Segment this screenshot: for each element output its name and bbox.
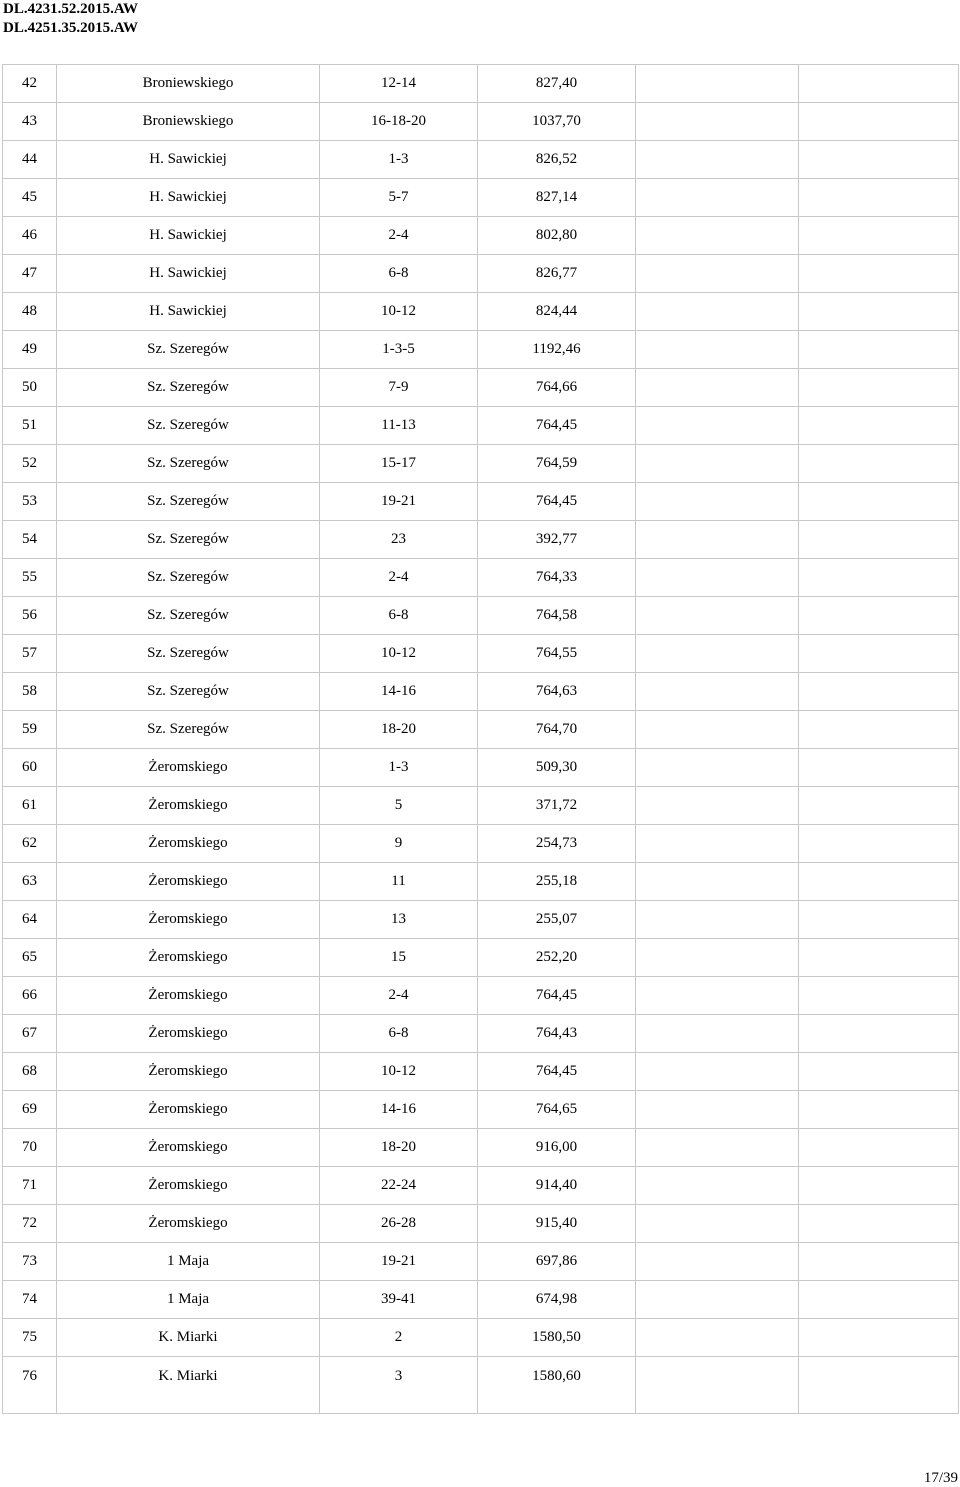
empty-cell: [636, 559, 799, 597]
empty-cell: [799, 1053, 959, 1091]
value-cell: 697,86: [478, 1243, 636, 1281]
house-number-cell: 23: [320, 521, 478, 559]
value-cell: 674,98: [478, 1281, 636, 1319]
empty-cell: [799, 863, 959, 901]
street-cell: Żeromskiego: [57, 825, 320, 863]
table-row: [3, 673, 959, 711]
empty-cell: [799, 673, 959, 711]
row-number-cell: 69: [3, 1091, 57, 1129]
row-number-cell: 62: [3, 825, 57, 863]
case-number-2: DL.4251.35.2015.AW: [3, 20, 139, 36]
row-number-cell: 67: [3, 1015, 57, 1053]
row-number-cell: 45: [3, 179, 57, 217]
table-body: [3, 65, 959, 1414]
empty-cell: [636, 103, 799, 141]
row-number-cell: 74: [3, 1281, 57, 1319]
row-number-cell: 50: [3, 369, 57, 407]
value-cell: 1580,60: [478, 1357, 636, 1414]
empty-cell: [636, 901, 799, 939]
house-number-cell: 2-4: [320, 559, 478, 597]
house-number-cell: 15-17: [320, 445, 478, 483]
row-number-cell: 63: [3, 863, 57, 901]
table-row: [3, 787, 959, 825]
empty-cell: [799, 787, 959, 825]
row-number-cell: 43: [3, 103, 57, 141]
empty-cell: [636, 1015, 799, 1053]
row-number-cell: 51: [3, 407, 57, 445]
empty-cell: [799, 255, 959, 293]
empty-cell: [799, 217, 959, 255]
house-number-cell: 14-16: [320, 1091, 478, 1129]
street-cell: Żeromskiego: [57, 749, 320, 787]
value-cell: 827,14: [478, 179, 636, 217]
empty-cell: [799, 977, 959, 1015]
empty-cell: [636, 1167, 799, 1205]
table-row: [3, 1281, 959, 1319]
table-row: [3, 559, 959, 597]
value-cell: 826,77: [478, 255, 636, 293]
value-cell: 916,00: [478, 1129, 636, 1167]
row-number-cell: 61: [3, 787, 57, 825]
row-number-cell: 70: [3, 1129, 57, 1167]
house-number-cell: 18-20: [320, 711, 478, 749]
street-cell: H. Sawickiej: [57, 255, 320, 293]
empty-cell: [636, 445, 799, 483]
street-cell: Żeromskiego: [57, 1053, 320, 1091]
value-cell: 1037,70: [478, 103, 636, 141]
street-cell: Żeromskiego: [57, 901, 320, 939]
table-row: [3, 863, 959, 901]
empty-cell: [636, 255, 799, 293]
value-cell: 764,45: [478, 977, 636, 1015]
empty-cell: [799, 597, 959, 635]
house-number-cell: 39-41: [320, 1281, 478, 1319]
empty-cell: [636, 293, 799, 331]
table-row: [3, 331, 959, 369]
house-number-cell: 26-28: [320, 1205, 478, 1243]
empty-cell: [636, 369, 799, 407]
buildings-table: [2, 64, 959, 1414]
empty-cell: [636, 331, 799, 369]
row-number-cell: 64: [3, 901, 57, 939]
value-cell: 764,33: [478, 559, 636, 597]
empty-cell: [636, 1281, 799, 1319]
value-cell: 764,43: [478, 1015, 636, 1053]
house-number-cell: 11-13: [320, 407, 478, 445]
row-number-cell: 68: [3, 1053, 57, 1091]
empty-cell: [636, 1357, 799, 1414]
document-header: [3, 0, 138, 38]
street-cell: 1 Maja: [57, 1281, 320, 1319]
table-row: [3, 483, 959, 521]
house-number-cell: 6-8: [320, 1015, 478, 1053]
street-cell: Żeromskiego: [57, 977, 320, 1015]
value-cell: 764,66: [478, 369, 636, 407]
value-cell: 914,40: [478, 1167, 636, 1205]
value-cell: 254,73: [478, 825, 636, 863]
table-row: [3, 1129, 959, 1167]
house-number-cell: 12-14: [320, 65, 478, 103]
empty-cell: [799, 141, 959, 179]
empty-cell: [799, 293, 959, 331]
empty-cell: [799, 1091, 959, 1129]
value-cell: 764,63: [478, 673, 636, 711]
street-cell: Sz. Szeregów: [57, 673, 320, 711]
empty-cell: [636, 521, 799, 559]
value-cell: 1192,46: [478, 331, 636, 369]
value-cell: 824,44: [478, 293, 636, 331]
empty-cell: [799, 901, 959, 939]
house-number-cell: 22-24: [320, 1167, 478, 1205]
house-number-cell: 9: [320, 825, 478, 863]
street-cell: Sz. Szeregów: [57, 483, 320, 521]
street-cell: Żeromskiego: [57, 1205, 320, 1243]
case-number-1: DL.4231.52.2015.AW: [3, 1, 139, 17]
table-row: [3, 825, 959, 863]
empty-cell: [799, 65, 959, 103]
house-number-cell: 1-3: [320, 749, 478, 787]
table-row: [3, 597, 959, 635]
value-cell: 802,80: [478, 217, 636, 255]
row-number-cell: 71: [3, 1167, 57, 1205]
value-cell: 764,45: [478, 483, 636, 521]
empty-cell: [799, 407, 959, 445]
row-number-cell: 73: [3, 1243, 57, 1281]
value-cell: 764,45: [478, 407, 636, 445]
table-row: [3, 711, 959, 749]
house-number-cell: 1-3: [320, 141, 478, 179]
street-cell: Żeromskiego: [57, 1129, 320, 1167]
house-number-cell: 2: [320, 1319, 478, 1357]
row-number-cell: 54: [3, 521, 57, 559]
value-cell: 915,40: [478, 1205, 636, 1243]
street-cell: Sz. Szeregów: [57, 597, 320, 635]
table-row: [3, 293, 959, 331]
row-number-cell: 58: [3, 673, 57, 711]
row-number-cell: 57: [3, 635, 57, 673]
house-number-cell: 7-9: [320, 369, 478, 407]
house-number-cell: 5: [320, 787, 478, 825]
row-number-cell: 55: [3, 559, 57, 597]
value-cell: 371,72: [478, 787, 636, 825]
table-row: [3, 749, 959, 787]
value-cell: 826,52: [478, 141, 636, 179]
value-cell: 1580,50: [478, 1319, 636, 1357]
value-cell: 764,55: [478, 635, 636, 673]
value-cell: 392,77: [478, 521, 636, 559]
empty-cell: [799, 559, 959, 597]
street-cell: Żeromskiego: [57, 787, 320, 825]
empty-cell: [636, 407, 799, 445]
empty-cell: [799, 1243, 959, 1281]
empty-cell: [799, 1015, 959, 1053]
empty-cell: [799, 1357, 959, 1414]
empty-cell: [636, 65, 799, 103]
house-number-cell: 6-8: [320, 255, 478, 293]
value-cell: 255,07: [478, 901, 636, 939]
street-cell: K. Miarki: [57, 1357, 320, 1414]
empty-cell: [636, 217, 799, 255]
table-row: [3, 407, 959, 445]
row-number-cell: 48: [3, 293, 57, 331]
street-cell: H. Sawickiej: [57, 141, 320, 179]
empty-cell: [636, 597, 799, 635]
row-number-cell: 49: [3, 331, 57, 369]
row-number-cell: 76: [3, 1357, 57, 1414]
street-cell: 1 Maja: [57, 1243, 320, 1281]
house-number-cell: 5-7: [320, 179, 478, 217]
table-row: [3, 255, 959, 293]
empty-cell: [636, 483, 799, 521]
empty-cell: [636, 1243, 799, 1281]
house-number-cell: 15: [320, 939, 478, 977]
house-number-cell: 18-20: [320, 1129, 478, 1167]
row-number-cell: 47: [3, 255, 57, 293]
value-cell: 764,58: [478, 597, 636, 635]
value-cell: 764,45: [478, 1053, 636, 1091]
empty-cell: [799, 1205, 959, 1243]
table-row: [3, 521, 959, 559]
row-number-cell: 59: [3, 711, 57, 749]
empty-cell: [636, 1319, 799, 1357]
table-row: [3, 65, 959, 103]
street-cell: K. Miarki: [57, 1319, 320, 1357]
row-number-cell: 42: [3, 65, 57, 103]
table-row: [3, 977, 959, 1015]
house-number-cell: 16-18-20: [320, 103, 478, 141]
empty-cell: [636, 787, 799, 825]
empty-cell: [799, 369, 959, 407]
empty-cell: [799, 635, 959, 673]
empty-cell: [799, 1167, 959, 1205]
table-row: [3, 179, 959, 217]
value-cell: 255,18: [478, 863, 636, 901]
page-number: 17/39: [923, 1470, 958, 1486]
empty-cell: [636, 179, 799, 217]
street-cell: Sz. Szeregów: [57, 369, 320, 407]
street-cell: Sz. Szeregów: [57, 635, 320, 673]
table-row: [3, 1319, 959, 1357]
house-number-cell: 3: [320, 1357, 478, 1414]
row-number-cell: 65: [3, 939, 57, 977]
empty-cell: [799, 825, 959, 863]
value-cell: 764,59: [478, 445, 636, 483]
empty-cell: [636, 825, 799, 863]
empty-cell: [799, 749, 959, 787]
row-number-cell: 60: [3, 749, 57, 787]
value-cell: 764,65: [478, 1091, 636, 1129]
table-row: [3, 1091, 959, 1129]
empty-cell: [799, 331, 959, 369]
house-number-cell: 13: [320, 901, 478, 939]
street-cell: Sz. Szeregów: [57, 521, 320, 559]
value-cell: 764,70: [478, 711, 636, 749]
street-cell: Sz. Szeregów: [57, 445, 320, 483]
table-row: [3, 1053, 959, 1091]
value-cell: 252,20: [478, 939, 636, 977]
street-cell: H. Sawickiej: [57, 293, 320, 331]
house-number-cell: 1-3-5: [320, 331, 478, 369]
table-row: [3, 217, 959, 255]
table-row: [3, 1357, 959, 1414]
empty-cell: [799, 1129, 959, 1167]
street-cell: Sz. Szeregów: [57, 711, 320, 749]
table-row: [3, 635, 959, 673]
empty-cell: [799, 103, 959, 141]
table-row: [3, 1243, 959, 1281]
street-cell: Żeromskiego: [57, 1015, 320, 1053]
table-row: [3, 901, 959, 939]
empty-cell: [799, 179, 959, 217]
empty-cell: [636, 1129, 799, 1167]
table-row: [3, 103, 959, 141]
empty-cell: [636, 635, 799, 673]
empty-cell: [636, 749, 799, 787]
house-number-cell: 11: [320, 863, 478, 901]
house-number-cell: 6-8: [320, 597, 478, 635]
house-number-cell: 19-21: [320, 1243, 478, 1281]
value-cell: 827,40: [478, 65, 636, 103]
house-number-cell: 19-21: [320, 483, 478, 521]
house-number-cell: 2-4: [320, 217, 478, 255]
table-row: [3, 1167, 959, 1205]
street-cell: Żeromskiego: [57, 939, 320, 977]
row-number-cell: 56: [3, 597, 57, 635]
table-row: [3, 1205, 959, 1243]
row-number-cell: 75: [3, 1319, 57, 1357]
street-cell: Żeromskiego: [57, 1167, 320, 1205]
row-number-cell: 53: [3, 483, 57, 521]
row-number-cell: 66: [3, 977, 57, 1015]
empty-cell: [636, 1205, 799, 1243]
empty-cell: [636, 939, 799, 977]
table-row: [3, 1015, 959, 1053]
empty-cell: [636, 141, 799, 179]
empty-cell: [799, 521, 959, 559]
empty-cell: [799, 483, 959, 521]
house-number-cell: 10-12: [320, 635, 478, 673]
empty-cell: [636, 673, 799, 711]
street-cell: H. Sawickiej: [57, 179, 320, 217]
street-cell: Sz. Szeregów: [57, 331, 320, 369]
empty-cell: [799, 445, 959, 483]
empty-cell: [799, 1319, 959, 1357]
empty-cell: [636, 863, 799, 901]
row-number-cell: 72: [3, 1205, 57, 1243]
street-cell: H. Sawickiej: [57, 217, 320, 255]
empty-cell: [799, 1281, 959, 1319]
empty-cell: [636, 1091, 799, 1129]
empty-cell: [799, 939, 959, 977]
street-cell: Sz. Szeregów: [57, 407, 320, 445]
row-number-cell: 52: [3, 445, 57, 483]
table-row: [3, 141, 959, 179]
empty-cell: [636, 977, 799, 1015]
row-number-cell: 44: [3, 141, 57, 179]
house-number-cell: 2-4: [320, 977, 478, 1015]
value-cell: 509,30: [478, 749, 636, 787]
street-cell: Broniewskiego: [57, 103, 320, 141]
street-cell: Sz. Szeregów: [57, 559, 320, 597]
house-number-cell: 14-16: [320, 673, 478, 711]
empty-cell: [636, 711, 799, 749]
row-number-cell: 46: [3, 217, 57, 255]
table-row: [3, 445, 959, 483]
house-number-cell: 10-12: [320, 1053, 478, 1091]
house-number-cell: 10-12: [320, 293, 478, 331]
empty-cell: [799, 711, 959, 749]
table-row: [3, 369, 959, 407]
empty-cell: [636, 1053, 799, 1091]
street-cell: Żeromskiego: [57, 1091, 320, 1129]
street-cell: Broniewskiego: [57, 65, 320, 103]
table-row: [3, 939, 959, 977]
street-cell: Żeromskiego: [57, 863, 320, 901]
